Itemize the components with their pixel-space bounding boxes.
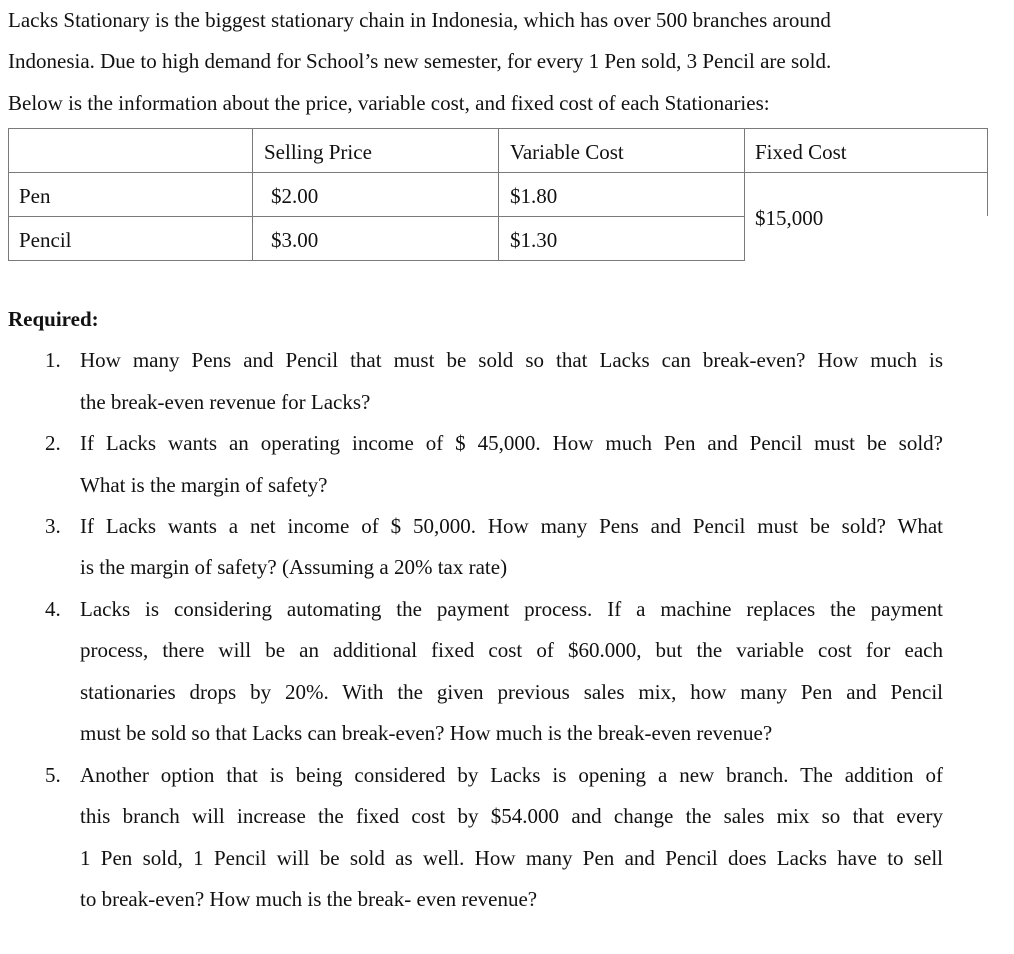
question-5-line-3: 1 Pen sold, 1 Pencil will be sold as well. How many Pen and Pencil does Lacks have to sell [80,846,943,870]
question-5-line-2: this branch will increase the fixed cost by $54.000 and change the sales mix so that every [80,804,943,828]
intro-line-1: Lacks Stationary is the biggest stationary chain in Indonesia, which has over 500 branches around [8,8,831,32]
question-3-line-2: is the margin of safety? (Assuming a 20% tax rate) [80,555,508,579]
question-5-line-1: Another option that is being considered by Lacks is opening a new branch. The addition of [80,763,943,787]
question-4-number: 4. [45,597,61,621]
row-item-pen: Pen [19,184,51,208]
question-2-line-2: What is the margin of safety? [80,473,328,497]
header-selling-price: Selling Price [264,140,372,164]
pencil-variable-cost: $1.30 [510,228,558,252]
question-3-number: 3. [45,514,61,538]
required-heading: Required: [8,307,99,331]
fixed-cost-value: $15,000 [755,206,824,230]
question-5-number: 5. [45,763,61,787]
question-4-line-4: must be sold so that Lacks can break-even? How much is the break-even revenue? [80,721,773,745]
question-5-line-4: to break-even? How much is the break- even revenue? [80,887,538,911]
question-4-line-1: Lacks is considering automating the payment process. If a machine replaces the payment [80,597,943,621]
intro-line-3: Below is the information about the price, variable cost, and fixed cost of each Stationaries: [8,91,770,115]
header-variable-cost: Variable Cost [510,140,624,164]
question-1-line-1: How many Pens and Pencil that must be sold so that Lacks can break-even? How much is [80,348,943,372]
question-3-line-1: If Lacks wants a net income of $ 50,000. How many Pens and Pencil must be sold? What [80,514,943,538]
pen-selling-price: $2.00 [271,184,319,208]
pencil-selling-price: $3.00 [271,228,319,252]
pen-variable-cost: $1.80 [510,184,558,208]
question-2-number: 2. [45,431,61,455]
question-1-number: 1. [45,348,61,372]
question-1-line-2: the break-even revenue for Lacks? [80,390,371,414]
question-2-line-1: If Lacks wants an operating income of $ 45,000. How much Pen and Pencil must be sold? [80,431,943,455]
question-4-line-3: stationaries drops by 20%. With the given previous sales mix, how many Pen and Pencil [80,680,943,704]
row-item-pencil: Pencil [19,228,72,252]
intro-line-2: Indonesia. Due to high demand for School’s new semester, for every 1 Pen sold, 3 Pencil are sold. [8,49,832,73]
header-fixed-cost: Fixed Cost [755,140,847,164]
question-4-line-2: process, there will be an additional fixed cost of $60.000, but the variable cost for each [80,638,943,662]
